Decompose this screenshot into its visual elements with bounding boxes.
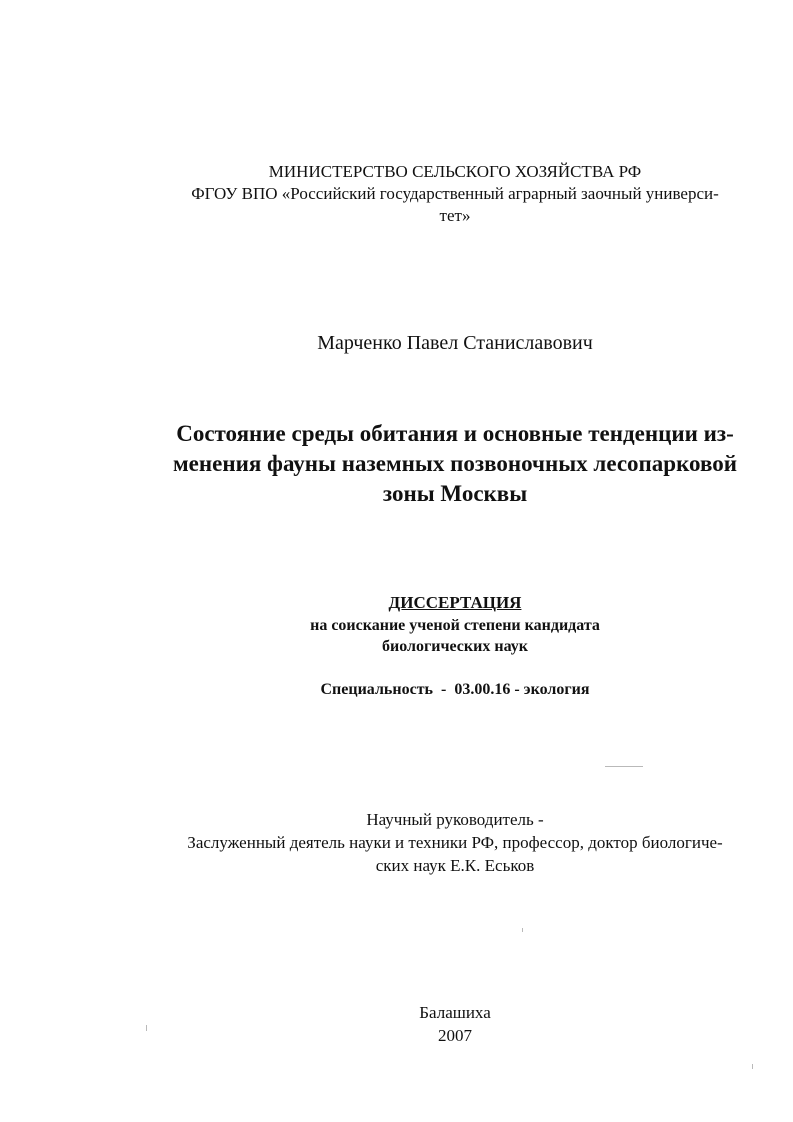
ministry-name: МИНИСТЕРСТВО СЕЛЬСКОГО ХОЗЯЙСТВА РФ [268, 162, 642, 181]
scan-artifact [605, 766, 643, 767]
scientific-supervisor [140, 808, 770, 877]
scan-artifact [752, 1064, 753, 1069]
university-name-line-2: тет» [439, 206, 471, 225]
city: Балашиха [419, 1003, 491, 1022]
author-name: Марченко Павел Станиславович [317, 332, 593, 354]
scan-artifact [146, 1025, 147, 1031]
dissertation-heading: ДИССЕРТАЦИЯ [388, 593, 522, 612]
supervisor-line-2: ских наук Е.К. Еськов [375, 856, 535, 875]
supervisor-label: Научный руководитель - [366, 810, 544, 829]
speciality-code: Специальность - 03.00.16 - экология [320, 681, 590, 698]
dissertation-title [140, 419, 770, 509]
university-name-line-1: ФГОУ ВПО «Российский государственный аграрный заочный универси- [191, 184, 719, 203]
place-and-year [140, 1001, 770, 1047]
degree-line-2: биологических наук [382, 638, 528, 655]
title-line-1: Состояние среды обитания и основные тенденции из- [176, 421, 734, 446]
supervisor-line-1: Заслуженный деятель науки и техники РФ, профессор, доктор биологиче- [187, 833, 723, 852]
scan-artifact [522, 928, 523, 932]
title-line-3: зоны Москвы [382, 481, 528, 506]
year: 2007 [438, 1026, 472, 1045]
degree-line-1: на соискание ученой степени кандидата [310, 617, 600, 634]
institution-header [140, 161, 770, 227]
degree-description [140, 615, 770, 657]
title-line-2: менения фауны наземных позвоночных лесопарковой [173, 451, 737, 476]
